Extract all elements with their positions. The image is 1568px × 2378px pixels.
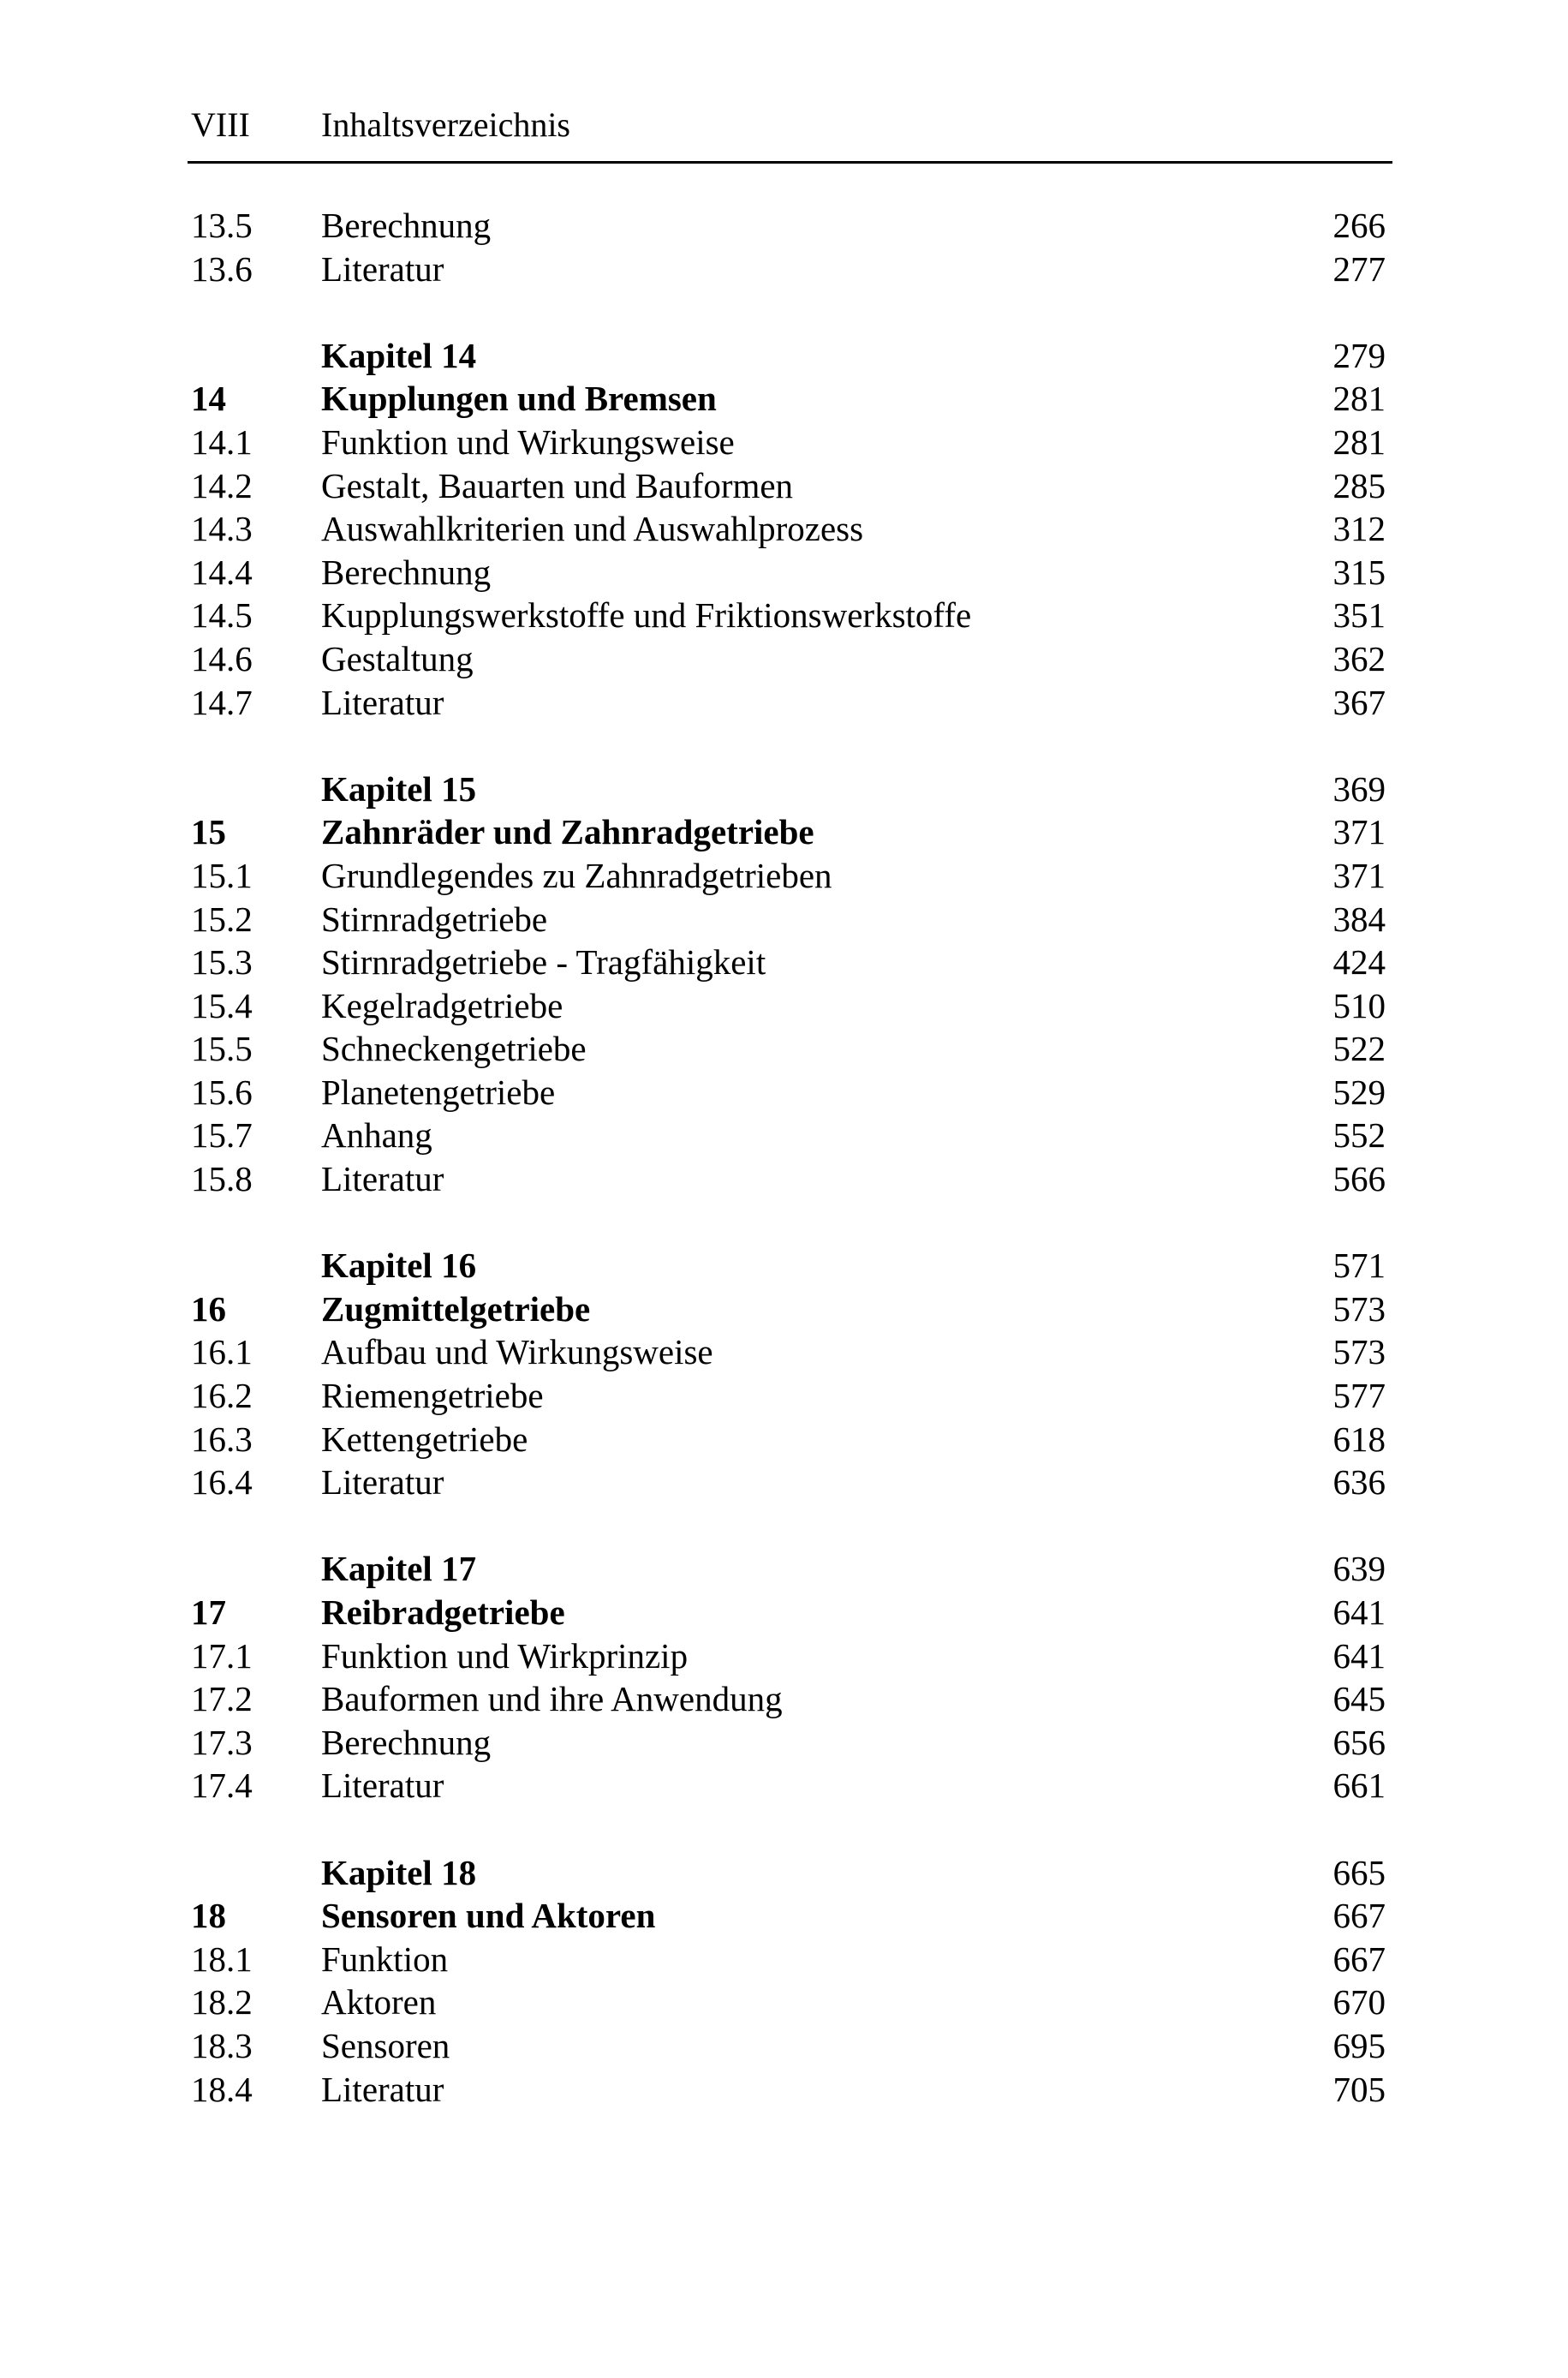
page-header <box>188 101 1392 164</box>
toc-entry <box>188 2024 1392 2068</box>
toc-entry-number: 15.2 <box>191 899 253 939</box>
toc-entry-page: 369 <box>1333 768 1386 809</box>
toc-entry-title: Anhang <box>321 1115 432 1156</box>
toc-entry-page: 552 <box>1333 1115 1386 1156</box>
toc-entry-title: Literatur <box>321 1766 444 1806</box>
toc-entry <box>188 1071 1392 1114</box>
toc-entry-title: Kapitel 17 <box>321 1549 477 1589</box>
toc-entry <box>188 1330 1392 1374</box>
toc-entry <box>188 464 1392 508</box>
toc-entry-page: 573 <box>1333 1332 1386 1372</box>
toc-entry-title: Literatur <box>321 682 444 722</box>
toc-entry <box>188 377 1392 421</box>
toc-entry-number: 18.2 <box>191 1982 253 2022</box>
toc-entry-page: 371 <box>1333 812 1386 852</box>
toc-entry-title: Stirnradgetriebe - Tragfähigkeit <box>321 942 766 983</box>
toc-entry-number: 13.5 <box>191 206 253 245</box>
toc-entry <box>188 248 1392 291</box>
toc-entry-number: 15.7 <box>191 1115 253 1156</box>
toc-entry-title: Aktoren <box>321 1982 437 2022</box>
toc-entry-number: 18 <box>191 1896 226 1936</box>
toc-entry-title: Reibradgetriebe <box>321 1592 565 1632</box>
toc-entry-title: Stirnradgetriebe <box>321 899 548 939</box>
toc-entry-page: 351 <box>1333 595 1386 636</box>
toc-entry-title: Bauformen und ihre Anwendung <box>321 1679 783 1719</box>
toc-chapter-heading <box>188 1851 1392 1895</box>
toc-entry-number: 14.7 <box>191 682 253 722</box>
toc-entry-title: Schneckengetriebe <box>321 1029 587 1069</box>
toc-entry-number: 14.2 <box>191 465 253 505</box>
toc-entry-number: 14 <box>191 379 226 419</box>
toc-entry-title: Planetengetriebe <box>321 1072 556 1112</box>
toc-entry-page: 529 <box>1333 1072 1386 1112</box>
toc-entry-title: Grundlegendes zu Zahnradgetrieben <box>321 855 832 895</box>
toc-entry <box>188 984 1392 1028</box>
toc-entry <box>188 1374 1392 1418</box>
toc-entry-page: 667 <box>1333 1896 1386 1936</box>
toc-entry-page: 285 <box>1333 465 1386 505</box>
toc-entry-page: 266 <box>1333 206 1386 245</box>
toc-entry-title: Sensoren und Aktoren <box>321 1896 656 1936</box>
toc-entry-page: 315 <box>1333 552 1386 592</box>
toc-entry-page: 577 <box>1333 1376 1386 1416</box>
toc-entry-number: 14.4 <box>191 552 253 592</box>
toc-entry <box>188 810 1392 854</box>
toc-entry-title: Literatur <box>321 248 444 289</box>
toc-entry <box>188 1677 1392 1721</box>
toc-entry <box>188 1938 1392 1981</box>
toc-entry-number: 14.5 <box>191 595 253 636</box>
toc-entry <box>188 1981 1392 2024</box>
toc-entry <box>188 637 1392 681</box>
toc-entry-number: 16 <box>191 1288 226 1329</box>
toc-entry <box>188 898 1392 941</box>
toc-entry-page: 705 <box>1333 2069 1386 2109</box>
toc-entry-number: 15.3 <box>191 942 253 983</box>
toc-entry-page: 281 <box>1333 421 1386 462</box>
toc-entry <box>188 421 1392 464</box>
header-title: Inhaltsverzeichnis <box>321 105 570 144</box>
toc-entry <box>188 1634 1392 1678</box>
toc-entry-number: 15 <box>191 812 226 852</box>
toc-entry-page: 645 <box>1333 1679 1386 1719</box>
toc-entry-title: Literatur <box>321 1159 444 1199</box>
toc-chapter-heading <box>188 768 1392 811</box>
toc-entry <box>188 941 1392 984</box>
toc-entry-page: 667 <box>1333 1939 1386 1979</box>
toc-entry-page: 281 <box>1333 379 1386 419</box>
toc-entry-page: 695 <box>1333 2025 1386 2065</box>
toc-entry-page: 566 <box>1333 1159 1386 1199</box>
toc-chapter-heading <box>188 334 1392 378</box>
toc-entry-number: 17.4 <box>191 1766 253 1806</box>
toc-entry-number: 14.1 <box>191 421 253 462</box>
toc-entry <box>188 1114 1392 1157</box>
toc-entry-number: 16.4 <box>191 1462 253 1503</box>
toc-entry <box>188 1157 1392 1201</box>
toc-entry-page: 618 <box>1333 1419 1386 1459</box>
toc-entry-title: Funktion <box>321 1939 449 1979</box>
toc-entry-title: Kettengetriebe <box>321 1419 528 1459</box>
toc-entry-page: 636 <box>1333 1462 1386 1503</box>
toc-entry-number: 18.1 <box>191 1939 253 1979</box>
toc-entry-page: 641 <box>1333 1592 1386 1632</box>
header-page-number: VIII <box>191 105 250 144</box>
toc-entry-number: 17.3 <box>191 1722 253 1762</box>
toc-entry-number: 15.6 <box>191 1072 253 1112</box>
toc-entry-page: 367 <box>1333 682 1386 722</box>
toc-entry-number: 18.3 <box>191 2025 253 2065</box>
toc-entry <box>188 551 1392 594</box>
toc-entry <box>188 2068 1392 2112</box>
toc-entry-title: Funktion und Wirkprinzip <box>321 1635 689 1676</box>
toc-entry <box>188 1027 1392 1071</box>
toc-entry-title: Berechnung <box>321 1722 492 1762</box>
toc-entry-page: 510 <box>1333 985 1386 1025</box>
toc-entry <box>188 1461 1392 1504</box>
toc-entry <box>188 1591 1392 1634</box>
toc-entry-number: 17 <box>191 1592 226 1632</box>
toc-entry-number: 15.1 <box>191 855 253 895</box>
toc-entry-number: 18.4 <box>191 2069 253 2109</box>
toc-entry-page: 384 <box>1333 899 1386 939</box>
toc-entry-title: Kapitel 15 <box>321 768 477 809</box>
toc-entry <box>188 681 1392 725</box>
toc-entry-title: Kupplungswerkstoffe und Friktionswerkstoffe <box>321 595 972 636</box>
toc-entry-number: 16.2 <box>191 1376 253 1416</box>
toc-entry-title: Berechnung <box>321 552 492 592</box>
toc-entry-number: 14.6 <box>191 638 253 678</box>
toc-entry-title: Riemengetriebe <box>321 1376 544 1416</box>
toc-entry <box>188 594 1392 637</box>
toc-entry-page: 362 <box>1333 638 1386 678</box>
table-of-contents <box>188 204 1392 2111</box>
toc-entry-page: 312 <box>1333 509 1386 549</box>
toc-entry-title: Kapitel 16 <box>321 1246 477 1286</box>
toc-entry <box>188 854 1392 898</box>
toc-entry <box>188 1418 1392 1461</box>
toc-entry-number: 16.3 <box>191 1419 253 1459</box>
toc-entry-page: 371 <box>1333 855 1386 895</box>
toc-entry-title: Kapitel 18 <box>321 1852 477 1892</box>
toc-entry-title: Kupplungen und Bremsen <box>321 379 717 419</box>
toc-entry-title: Gestalt, Bauarten und Bauformen <box>321 465 794 505</box>
toc-entry-number: 15.5 <box>191 1029 253 1069</box>
toc-entry-page: 424 <box>1333 942 1386 983</box>
toc-entry-number: 14.3 <box>191 509 253 549</box>
toc-entry-title: Zugmittelgetriebe <box>321 1288 591 1329</box>
toc-entry-number: 13.6 <box>191 248 253 289</box>
toc-entry <box>188 1288 1392 1331</box>
toc-entry-title: Aufbau und Wirkungsweise <box>321 1332 713 1372</box>
toc-entry-page: 277 <box>1333 248 1386 289</box>
toc-entry-page: 656 <box>1333 1722 1386 1762</box>
toc-entry-page: 639 <box>1333 1549 1386 1589</box>
toc-entry <box>188 1721 1392 1765</box>
toc-entry <box>188 507 1392 551</box>
toc-entry <box>188 204 1392 248</box>
toc-chapter-heading <box>188 1244 1392 1288</box>
toc-entry-page: 571 <box>1333 1246 1386 1286</box>
toc-entry-page: 573 <box>1333 1288 1386 1329</box>
toc-entry-title: Auswahlkriterien und Auswahlprozess <box>321 509 864 549</box>
toc-entry-number: 15.8 <box>191 1159 253 1199</box>
toc-entry-page: 522 <box>1333 1029 1386 1069</box>
toc-entry-number: 17.2 <box>191 1679 253 1719</box>
toc-entry-number: 16.1 <box>191 1332 253 1372</box>
toc-entry-title: Berechnung <box>321 206 492 245</box>
toc-entry-title: Sensoren <box>321 2025 450 2065</box>
toc-entry-title: Kapitel 14 <box>321 335 477 375</box>
toc-entry-number: 17.1 <box>191 1635 253 1676</box>
toc-chapter-heading <box>188 1547 1392 1591</box>
toc-entry-number: 15.4 <box>191 985 253 1025</box>
toc-entry-title: Kegelradgetriebe <box>321 985 563 1025</box>
toc-entry-title: Literatur <box>321 2069 444 2109</box>
toc-entry-page: 665 <box>1333 1852 1386 1892</box>
toc-entry-title: Gestaltung <box>321 638 474 678</box>
toc-entry-page: 670 <box>1333 1982 1386 2022</box>
toc-entry-page: 661 <box>1333 1766 1386 1806</box>
toc-entry <box>188 1764 1392 1807</box>
toc-entry <box>188 1894 1392 1938</box>
toc-entry-title: Literatur <box>321 1462 444 1503</box>
toc-entry-title: Funktion und Wirkungsweise <box>321 421 735 462</box>
toc-entry-page: 641 <box>1333 1635 1386 1676</box>
toc-entry-page: 279 <box>1333 335 1386 375</box>
toc-entry-title: Zahnräder und Zahnradgetriebe <box>321 812 814 852</box>
